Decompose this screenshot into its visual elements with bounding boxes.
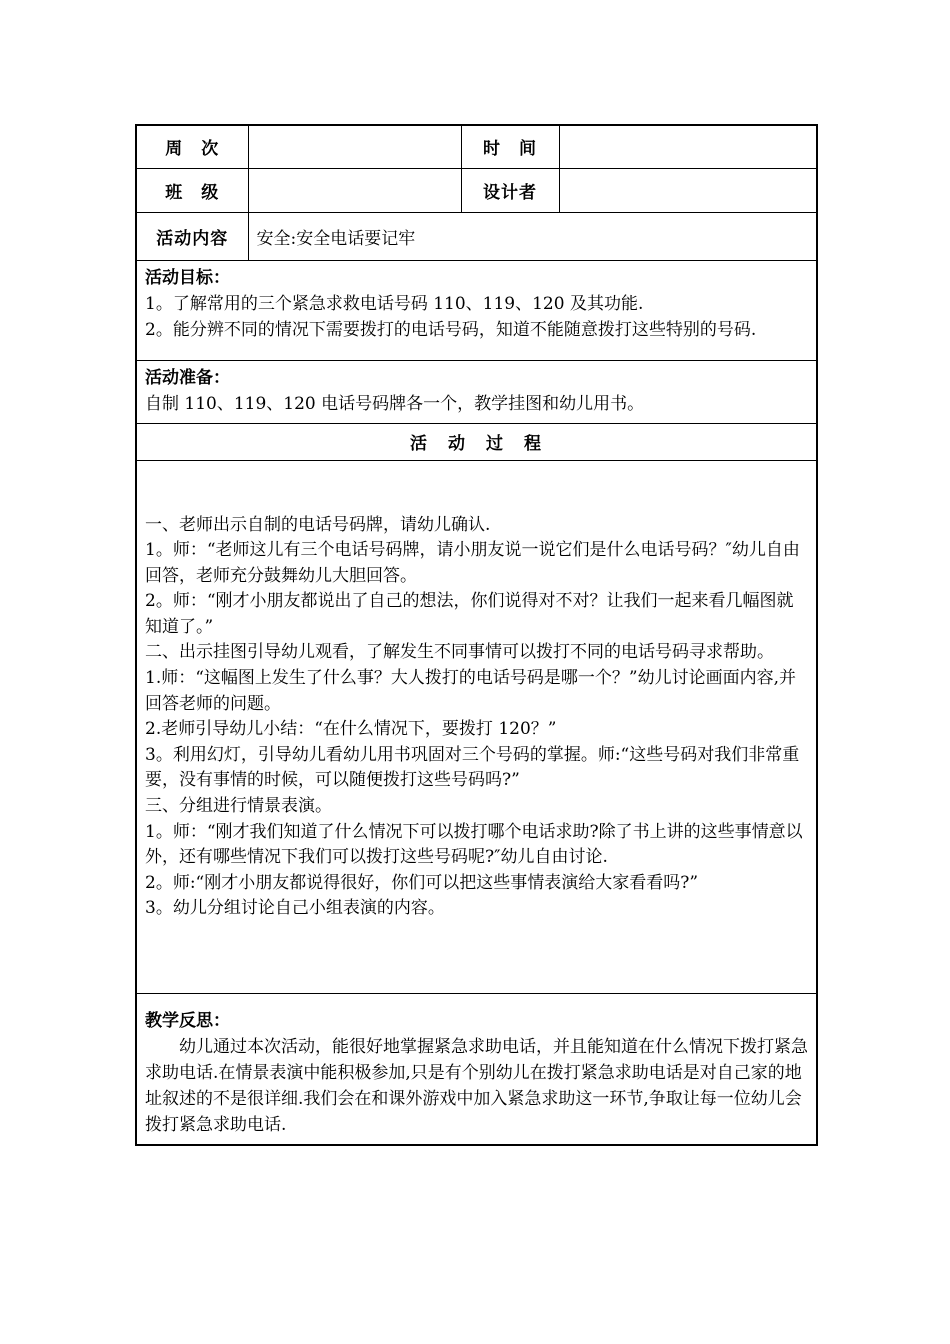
process-step: 1.师：“这幅图上发生了什么事？大人拨打的电话号码是哪一个？”幼儿讨论画面内容,并回答老师的问题。 (145, 668, 797, 714)
process-step: 3。幼儿分组讨论自己小组表演的内容。 (145, 898, 445, 919)
process-step: 2.老师引导幼儿小结：“在什么情况下，要拨打 120？” (145, 719, 557, 740)
content-label: 活动内容 (136, 212, 248, 260)
reflection-title: 教学反思： (145, 1010, 230, 1031)
lesson-plan-table (135, 124, 818, 1146)
lesson-plan-sheet (135, 124, 816, 1146)
designer-label: 设计者 (461, 168, 559, 212)
row-week-time (136, 125, 817, 168)
week-label: 周 次 (136, 125, 248, 168)
row-reflection (136, 993, 817, 1145)
preparation-section (136, 360, 817, 423)
preparation-text: 自制 110、119、120 电话号码牌各一个，教学挂图和幼儿用书。 (145, 393, 645, 414)
time-label: 时 间 (461, 125, 559, 168)
week-value (248, 125, 461, 168)
class-label: 班 级 (136, 168, 248, 212)
process-section (136, 460, 817, 993)
process-step: 一、老师出示自制的电话号码牌，请幼儿确认. (145, 514, 491, 535)
row-preparation (136, 360, 817, 423)
process-title: 活 动 过 程 (136, 423, 817, 460)
row-process-body (136, 460, 817, 993)
row-goals (136, 260, 817, 360)
process-step: 1。师：“老师这儿有三个电话号码牌，请小朋友说一说它们是什么电话号码？″幼儿自由回答，老师充分鼓舞幼儿大胆回答。 (145, 540, 800, 586)
reflection-section (136, 993, 817, 1145)
row-process-heading (136, 423, 817, 460)
goal-item: 1。了解常用的三个紧急求救电话号码 110、119、120 及其功能. (145, 293, 644, 314)
reflection-text: 幼儿通过本次活动，能很好地掌握紧急求助电话，并且能知道在什么情况下拨打紧急求助电话.在情景表演中能积极参加,只是有个别幼儿在拨打紧急求助电话是对自己家的地址叙述的不是很详细.我们会在和课外游戏中加入紧急求助这一环节,争取让每一位幼儿会拨打紧急求助电话. (145, 1036, 808, 1135)
content-value: 安全:安全电话要记牢 (248, 212, 817, 260)
designer-value (559, 168, 817, 212)
process-step: 二、出示挂图引导幼儿观看，了解发生不同事情可以拨打不同的电话号码寻求帮助。 (145, 642, 774, 663)
class-value (248, 168, 461, 212)
process-step: 2。师:“刚才小朋友都说得很好，你们可以把这些事情表演给大家看看吗?” (145, 872, 699, 893)
goal-item: 2。能分辨不同的情况下需要拨打的电话号码，知道不能随意拨打这些特别的号码. (145, 319, 757, 340)
row-activity-content (136, 212, 817, 260)
process-step: 2。师：“刚才小朋友都说出了自己的想法，你们说得对不对？让我们一起来看几幅图就知道了。” (145, 591, 794, 637)
time-value (559, 125, 817, 168)
goals-title: 活动目标： (145, 267, 230, 288)
row-class-designer (136, 168, 817, 212)
preparation-title: 活动准备： (145, 367, 230, 388)
process-step: 三、分组进行情景表演。 (145, 796, 332, 817)
process-step: 3。利用幻灯，引导幼儿看幼儿用书巩固对三个号码的掌握。师:“这些号码对我们非常重要，没有事情的时候，可以随便拨打这些号码吗?” (145, 744, 800, 791)
goals-section (136, 260, 817, 360)
process-step: 1。师：“刚才我们知道了什么情况下可以拨打哪个电话求助?除了书上讲的这些事情意以外，还有哪些情况下我们可以拨打这些号码呢?″幼儿自由讨论. (145, 821, 803, 868)
